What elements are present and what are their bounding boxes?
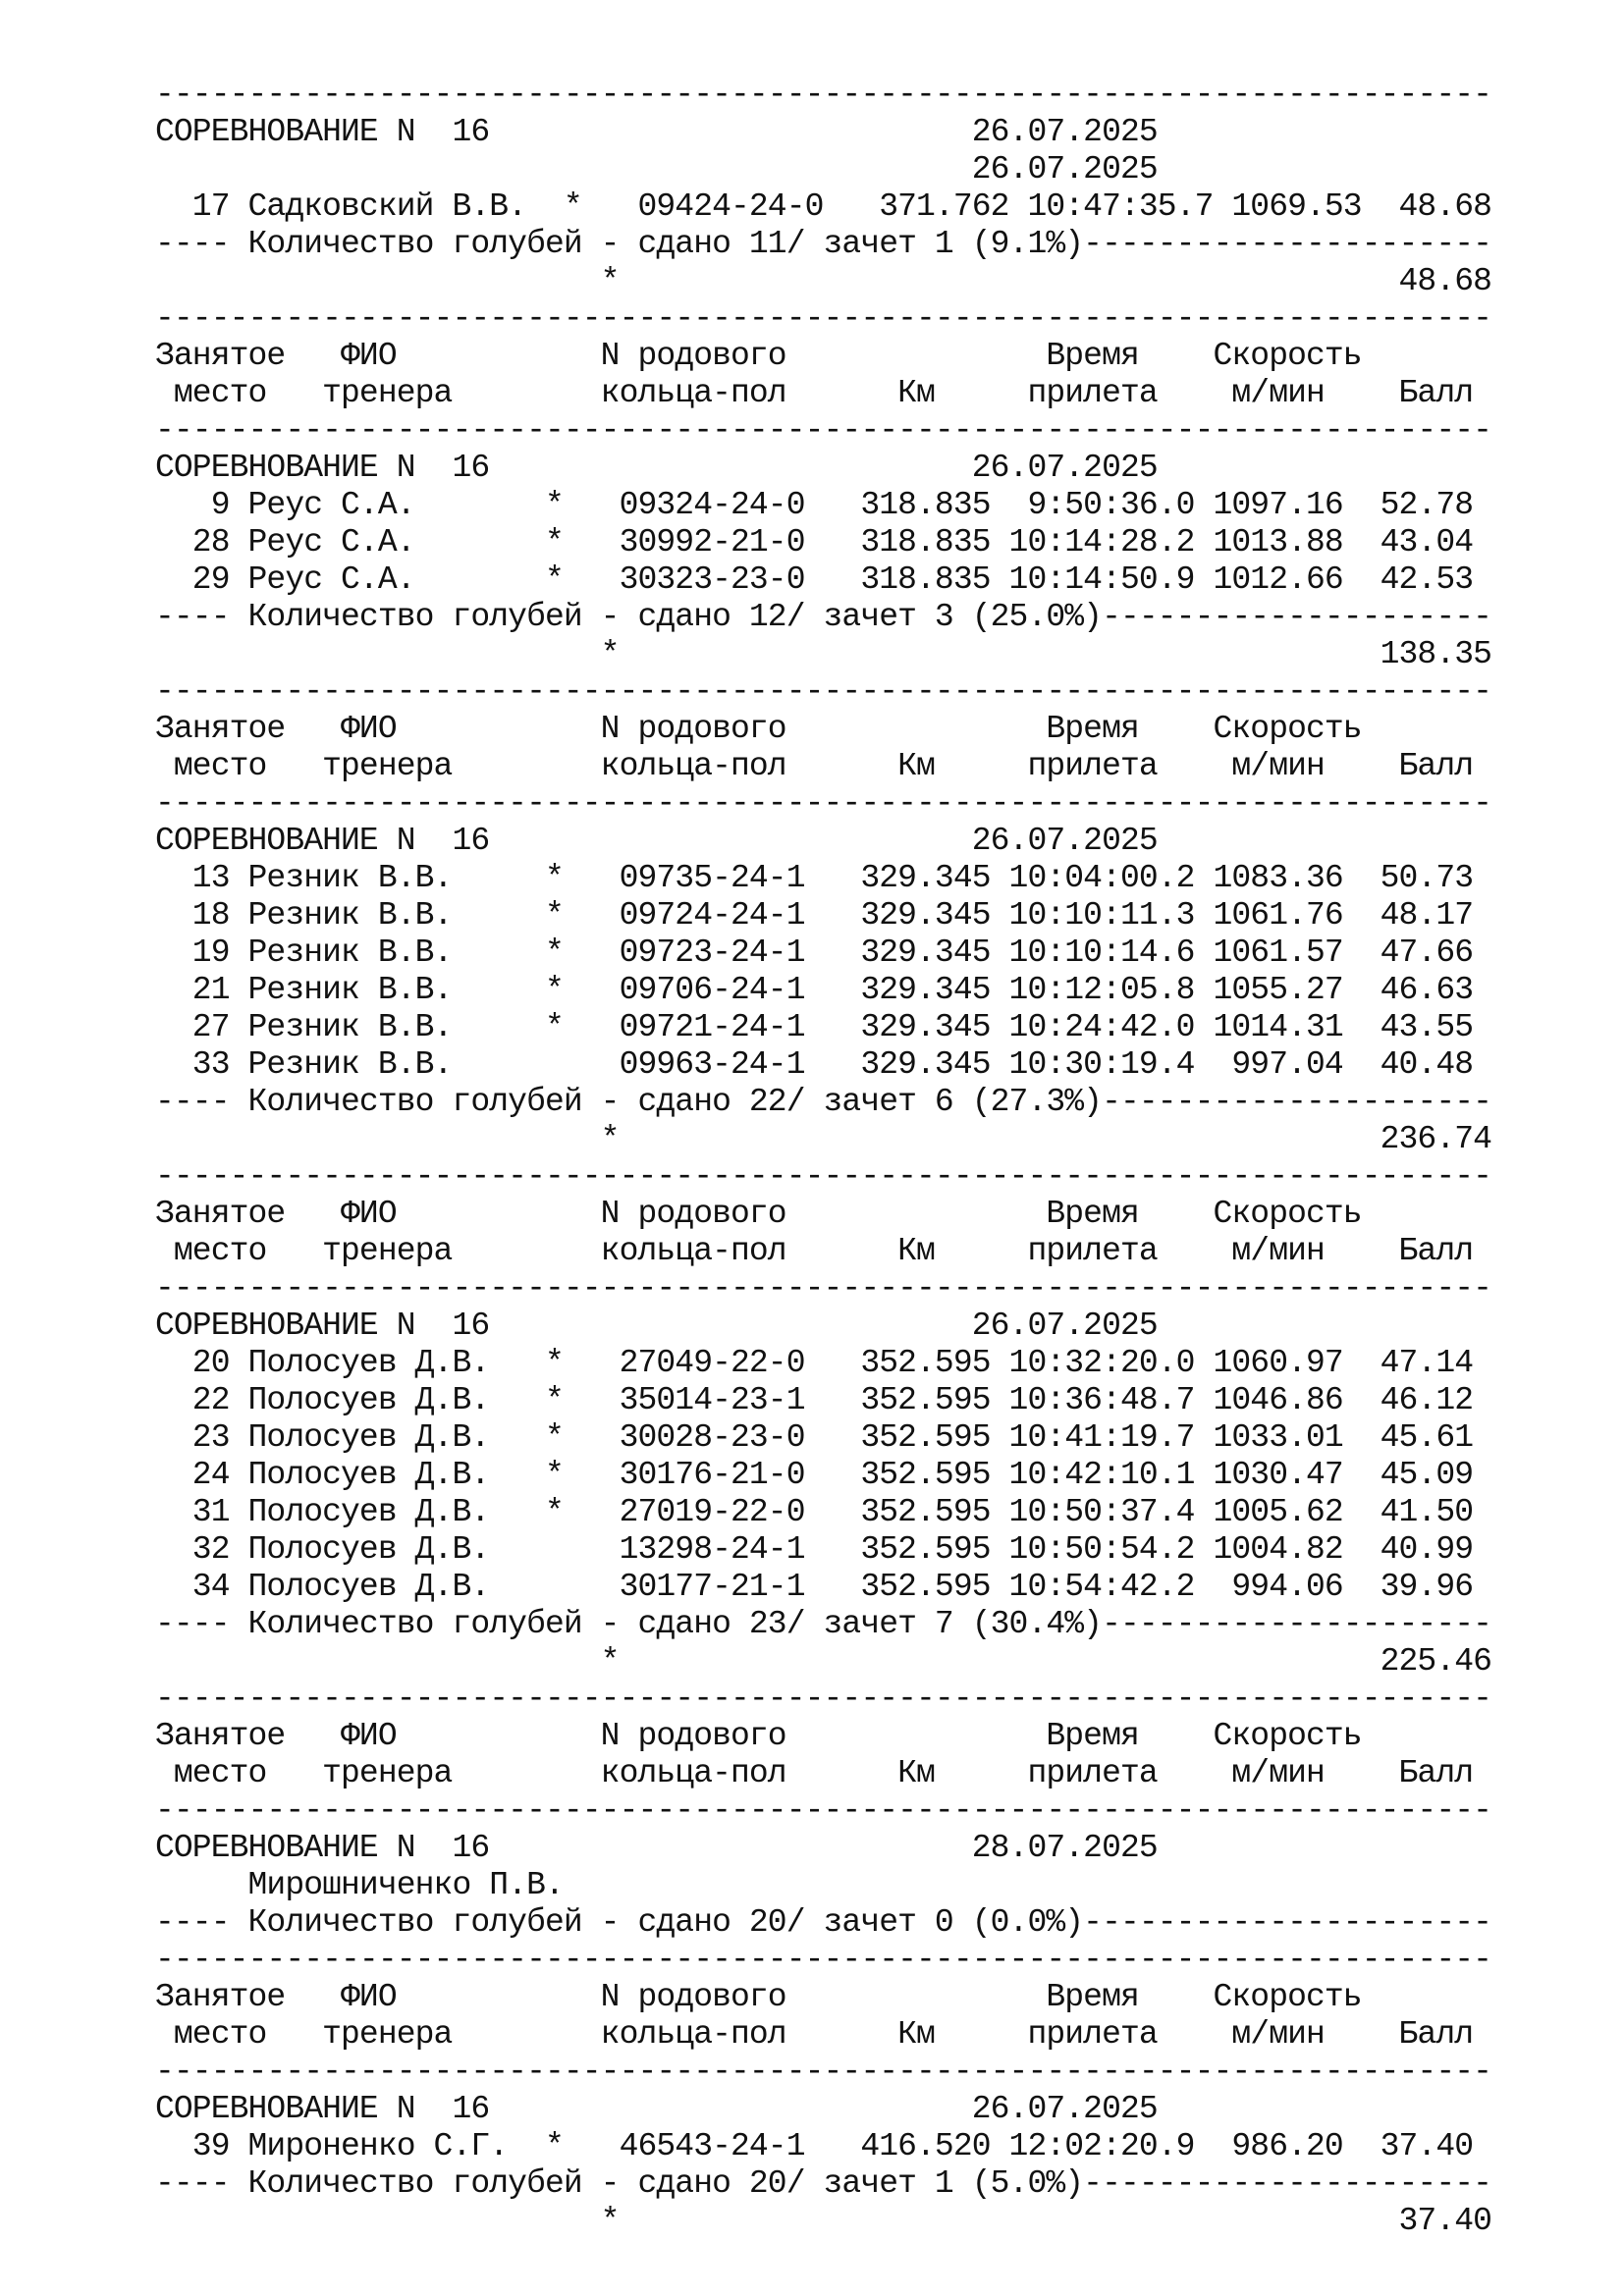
competition-heading: СОРЕВНОВАНИЕ N 16 26.07.2025: [155, 114, 1158, 150]
separator-line: ------------------------------------------------------------------------: [155, 1792, 1492, 1829]
result-row: 28 Реус С.А. * 30992-21-0 318.835 10:14:28.2 1013.88 43.04: [155, 524, 1474, 561]
column-header-line: Занятое ФИО N родового Время Скорость: [155, 711, 1362, 747]
result-row: 20 Полосуев Д.В. * 27049-22-0 352.595 10:32:20.0 1060.97 47.14: [155, 1345, 1474, 1381]
column-header-line: место тренера кольца-пол Км прилета м/мин Балл: [155, 375, 1474, 411]
separator-line: ------------------------------------------------------------------------: [155, 77, 1492, 113]
result-row: 34 Полосуев Д.В. 30177-21-1 352.595 10:54:42.2 994.06 39.96: [155, 1569, 1474, 1605]
points-total: * 48.68: [155, 263, 1492, 299]
separator-line: ------------------------------------------------------------------------: [155, 412, 1492, 449]
result-row: 19 Резник В.В. * 09723-24-1 329.345 10:10:14.6 1061.57 47.66: [155, 934, 1474, 971]
separator-line: ------------------------------------------------------------------------: [155, 2054, 1492, 2090]
result-row: 17 Садковский В.В. * 09424-24-0 371.762 10:47:35.7 1069.53 48.68: [155, 188, 1492, 225]
competition-date: 26.07.2025: [155, 151, 1158, 187]
column-header-line: место тренера кольца-пол Км прилета м/мин Балл: [155, 1233, 1474, 1269]
result-row: Мирошниченко П.В.: [155, 1867, 564, 1903]
points-total: * 225.46: [155, 1643, 1492, 1680]
result-row: 32 Полосуев Д.В. 13298-24-1 352.595 10:50:54.2 1004.82 40.99: [155, 1531, 1474, 1568]
points-total: * 37.40: [155, 2203, 1492, 2239]
result-row: 27 Резник В.В. * 09721-24-1 329.345 10:24:42.0 1014.31 43.55: [155, 1009, 1474, 1045]
result-row: 9 Реус С.А. * 09324-24-0 318.835 9:50:36.0 1097.16 52.78: [155, 487, 1474, 523]
column-header-line: Занятое ФИО N родового Время Скорость: [155, 338, 1362, 374]
result-row: 18 Резник В.В. * 09724-24-1 329.345 10:10:11.3 1061.76 48.17: [155, 897, 1474, 934]
competition-heading: СОРЕВНОВАНИЕ N 16 26.07.2025: [155, 2091, 1158, 2127]
competition-heading: СОРЕВНОВАНИЕ N 16 26.07.2025: [155, 450, 1158, 486]
separator-line: ------------------------------------------------------------------------: [155, 1270, 1492, 1307]
column-header-line: место тренера кольца-пол Км прилета м/мин Балл: [155, 1755, 1474, 1791]
result-row: 31 Полосуев Д.В. * 27019-22-0 352.595 10:50:37.4 1005.62 41.50: [155, 1494, 1474, 1530]
points-total: * 236.74: [155, 1121, 1492, 1157]
separator-line: ------------------------------------------------------------------------: [155, 300, 1492, 337]
competition-heading: СОРЕВНОВАНИЕ N 16 26.07.2025: [155, 823, 1158, 859]
points-total: * 138.35: [155, 636, 1492, 672]
results-report: [155, 77, 1491, 2240]
result-row: 22 Полосуев Д.В. * 35014-23-1 352.595 10:36:48.7 1046.86 46.12: [155, 1382, 1474, 1418]
pigeon-count-summary: ---- Количество голубей - сдано 20/ зачет 1 (5.0%)----------------------: [155, 2165, 1492, 2202]
pigeon-count-summary: ---- Количество голубей - сдано 20/ зачет 0 (0.0%)----------------------: [155, 1904, 1492, 1941]
pigeon-count-summary: ---- Количество голубей - сдано 23/ зачет 7 (30.4%)---------------------: [155, 1606, 1492, 1642]
separator-line: ------------------------------------------------------------------------: [155, 1942, 1492, 1978]
pigeon-count-summary: ---- Количество голубей - сдано 11/ зачет 1 (9.1%)----------------------: [155, 226, 1492, 262]
column-header-line: место тренера кольца-пол Км прилета м/мин Балл: [155, 2016, 1474, 2053]
column-header-line: Занятое ФИО N родового Время Скорость: [155, 1196, 1362, 1232]
separator-line: ------------------------------------------------------------------------: [155, 1681, 1492, 1717]
pigeon-count-summary: ---- Количество голубей - сдано 12/ зачет 3 (25.0%)---------------------: [155, 599, 1492, 635]
separator-line: ------------------------------------------------------------------------: [155, 785, 1492, 822]
separator-line: ------------------------------------------------------------------------: [155, 673, 1492, 710]
result-row: 33 Резник В.В. 09963-24-1 329.345 10:30:19.4 997.04 40.48: [155, 1046, 1474, 1083]
column-header-line: место тренера кольца-пол Км прилета м/мин Балл: [155, 748, 1474, 784]
result-row: 29 Реус С.А. * 30323-23-0 318.835 10:14:50.9 1012.66 42.53: [155, 561, 1474, 598]
result-row: 21 Резник В.В. * 09706-24-1 329.345 10:12:05.8 1055.27 46.63: [155, 972, 1474, 1008]
competition-heading: СОРЕВНОВАНИЕ N 16 28.07.2025: [155, 1830, 1158, 1866]
result-row: 24 Полосуев Д.В. * 30176-21-0 352.595 10:42:10.1 1030.47 45.09: [155, 1457, 1474, 1493]
column-header-line: Занятое ФИО N родового Время Скорость: [155, 1718, 1362, 1754]
result-row: 23 Полосуев Д.В. * 30028-23-0 352.595 10:41:19.7 1033.01 45.61: [155, 1419, 1474, 1456]
result-row: 13 Резник В.В. * 09735-24-1 329.345 10:04:00.2 1083.36 50.73: [155, 860, 1474, 896]
column-header-line: Занятое ФИО N родового Время Скорость: [155, 1979, 1362, 2015]
separator-line: ------------------------------------------------------------------------: [155, 1158, 1492, 1195]
result-row: 39 Мироненко С.Г. * 46543-24-1 416.520 12:02:20.9 986.20 37.40: [155, 2128, 1474, 2164]
pigeon-count-summary: ---- Количество голубей - сдано 22/ зачет 6 (27.3%)---------------------: [155, 1084, 1492, 1120]
competition-heading: СОРЕВНОВАНИЕ N 16 26.07.2025: [155, 1308, 1158, 1344]
